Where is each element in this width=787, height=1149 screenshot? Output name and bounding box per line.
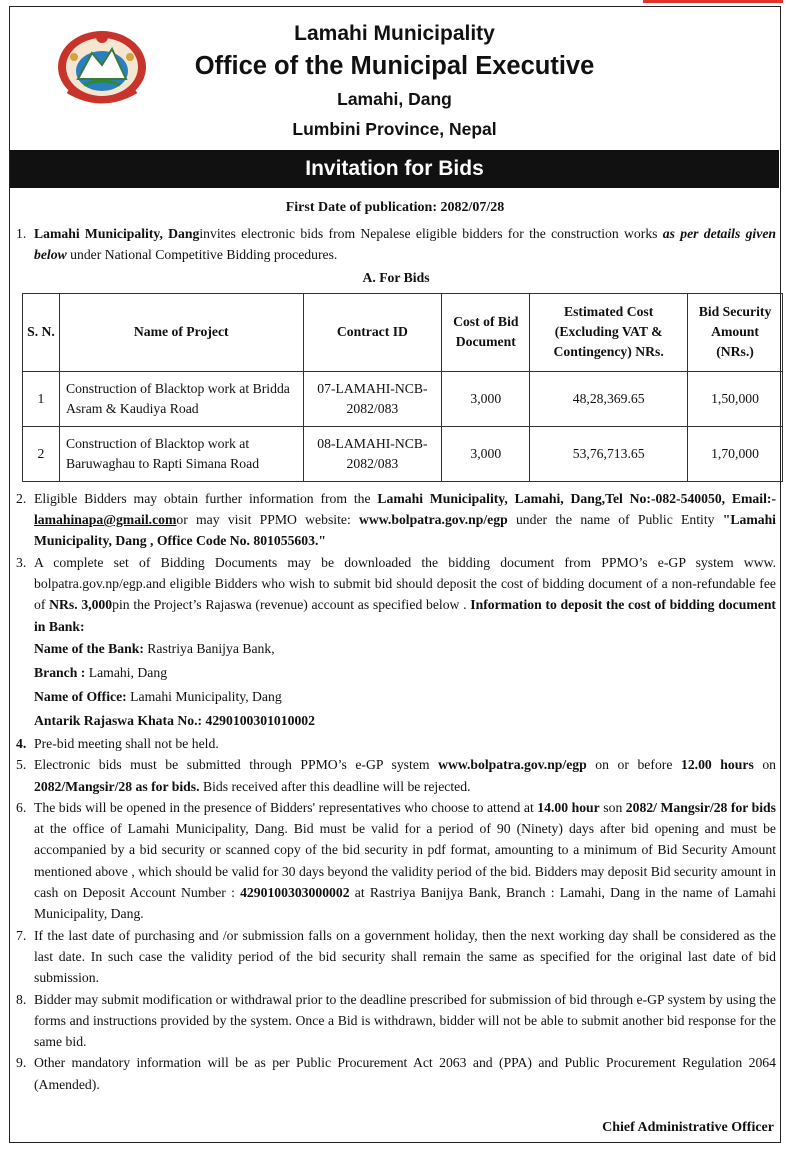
- col-header: S. N.: [23, 293, 60, 371]
- table-row: [23, 426, 783, 481]
- col-header: Estimated Cost (Excluding VAT & Contingency) NRs.: [530, 293, 688, 371]
- accent-line: [643, 0, 783, 3]
- notice-header: [10, 7, 779, 150]
- bank-branch: Branch : Lamahi, Dang: [34, 664, 168, 680]
- notice-body: [16, 223, 776, 1095]
- bank-name: Name of the Bank: Rastriya Banijya Bank,: [34, 640, 275, 656]
- table-cell: 1,70,000: [688, 426, 783, 481]
- clause-3: 3. A complete set of Bidding Documents may be downloaded the bidding document from PPMO’s e-GP system www. bolpatra.gov.np/egp.and eligible Bidders who wish to submit bid should deposit the cost of bidding document of a non-refundable fee of NRs. 3,000pin the Project’s Rajaswa (revenue) account as specified below . Information to deposit the cost of bidding document in Bank:: [16, 554, 776, 634]
- email-link[interactable]: lamahinapa@gmail.com: [34, 512, 177, 528]
- table-cell: 07-LAMAHI-NCB-2082/083: [303, 371, 442, 426]
- col-header: Contract ID: [303, 293, 442, 371]
- table-cell: 1: [23, 371, 60, 426]
- bids-table: [22, 293, 783, 482]
- table-row: [23, 371, 783, 426]
- table-cell: 08-LAMAHI-NCB-2082/083: [303, 426, 442, 481]
- clause-6: 6. The bids will be opened in the presence of Bidders' representatives who choose to attend at 14.00 hour son 2082/ Mangsir/28 for bids at the office of Lamahi Municipality, Dang. Bid must be valid for a period of 90 (Ninety) days after bid opening and must be accompanied by a bid security or scanned copy of the bid security in pdf format, amounting to a minimum of Bid Security Amount mentioned above , which should be valid for 30 days beyond the validity period of the bid. Bidders may deposit Bid security amount in cash on Deposit Account Number : 4290100303000002 at Rastriya Banijya Bank, Branch : Lamahi, Dang in the name of Lamahi Municipality, Dang.: [16, 799, 777, 922]
- table-cell: 1,50,000: [688, 371, 783, 426]
- notice-title: Invitation for Bids: [10, 150, 779, 188]
- clause-5: 5. Electronic bids must be submitted through PPMO’s e-GP system www.bolpatra.gov.np/egp on or before 12.00 hours on 2082/Mangsir/28 as for bids. Bids received after this deadline will be rejected.: [16, 757, 777, 794]
- table-cell: Construction of Blacktop work at Bridda Asram & Kaudiya Road: [59, 371, 303, 426]
- clause-1: 1. Lamahi Municipality, Danginvites electronic bids from Nepalese eligible bidders for the construction works as per details given below under National Competitive Bidding procedures.: [16, 226, 777, 263]
- col-header: Name of Project: [59, 293, 303, 371]
- office-location: Lamahi, Dang: [337, 89, 452, 109]
- table-cell: 3,000: [442, 371, 530, 426]
- municipality-name: Lamahi Municipality: [294, 22, 495, 45]
- clause-2: 2. Eligible Bidders may obtain further information from the Lamahi Municipality, Lamahi, Dang,Tel No:-082-540050, Email:- lamahinapa@gmail.comor may visit PPMO website: www.bolpatra.gov.np/egp under the name of Public Entity "Lamahi Municipality, Dang , Office Code No. 801055603.": [16, 490, 776, 549]
- table-cell: 2: [23, 426, 60, 481]
- office-name: Name of Office: Lamahi Municipality, Dang: [34, 688, 282, 704]
- clause-9: 9. Other mandatory information will be as per Public Procurement Act 2063 and (PPA) and Public Procurement Regulation 2064 (Amended).: [16, 1055, 776, 1092]
- col-header: Cost of Bid Document: [442, 293, 530, 371]
- table-cell: Construction of Blacktop work at Baruwaghau to Rapti Simana Road: [59, 426, 303, 481]
- clause-4: 4. Pre-bid meeting shall not be held.: [16, 735, 219, 751]
- bid-notice: [9, 6, 781, 1143]
- table-header-row: [23, 293, 783, 371]
- website-link[interactable]: www.bolpatra.gov.np/egp: [359, 512, 508, 528]
- col-header: Bid Security Amount (NRs.): [688, 293, 783, 371]
- table-cell: 3,000: [442, 426, 530, 481]
- table-cell: 48,28,369.65: [530, 371, 688, 426]
- clause-8: 8. Bidder may submit modification or withdrawal prior to the deadline prescribed for submission of bid through e-GP system by using the forms and instructions provided by the system. Once a Bid is withdrawn, bidder will not be able to submit another bid response for the same bid.: [16, 991, 776, 1050]
- table-cell: 53,76,713.65: [530, 426, 688, 481]
- khata-number: Antarik Rajaswa Khata No.: 4290100301010002: [34, 712, 315, 728]
- office-title: Office of the Municipal Executive: [194, 52, 595, 80]
- signature-title: Chief Administrative Officer: [602, 1120, 774, 1135]
- section-heading: A. For Bids: [362, 269, 430, 285]
- province: Lumbini Province, Nepal: [292, 119, 497, 139]
- website-link[interactable]: www.bolpatra.gov.np/egp: [438, 757, 587, 773]
- publication-date: First Date of publication: 2082/07/28: [285, 200, 505, 215]
- clause-7: 7. If the last date of purchasing and /or submission falls on a government holiday, then the next working day shall be considered as the last date. In such case the validity period of the bid security shall remain the same as specified for the original last date of bid submission.: [16, 927, 776, 986]
